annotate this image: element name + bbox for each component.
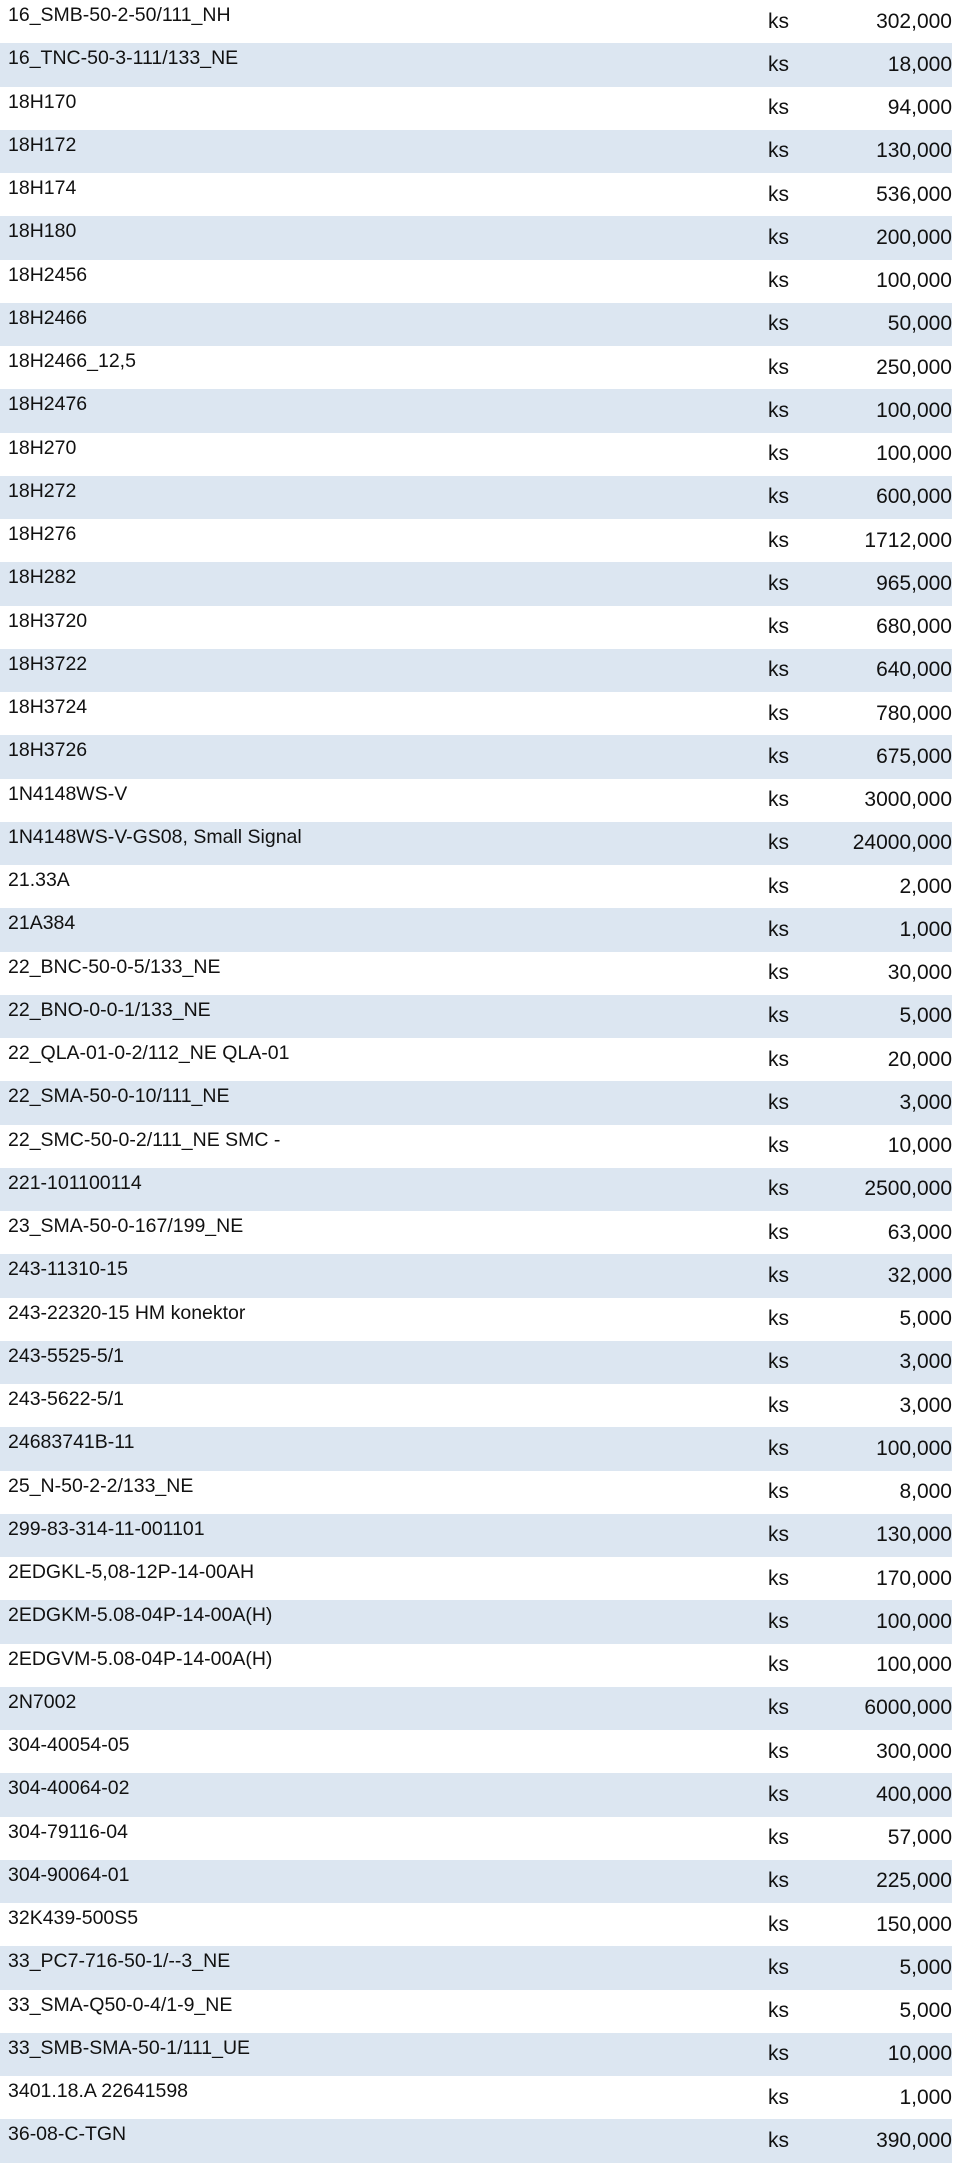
unit-cell: ks xyxy=(768,485,789,509)
unit-cell: ks xyxy=(768,1004,789,1028)
unit-cell: ks xyxy=(768,1480,789,1504)
quantity-cell: 250,000 xyxy=(876,355,952,379)
quantity-cell: 225,000 xyxy=(876,1869,952,1893)
quantity-cell: 130,000 xyxy=(876,139,952,163)
table-row xyxy=(0,822,960,865)
quantity-cell: 5,000 xyxy=(899,1999,952,2023)
table-row xyxy=(0,1903,960,1946)
unit-cell: ks xyxy=(768,874,789,898)
unit-cell: ks xyxy=(768,1955,789,1979)
table-row xyxy=(0,87,960,130)
quantity-cell: 5,000 xyxy=(899,1004,952,1028)
quantity-cell: 50,000 xyxy=(887,312,952,336)
unit-cell: ks xyxy=(768,1782,789,1806)
unit-cell: ks xyxy=(768,398,789,422)
item-code-cell: 16_SMB-50-2-50/111_NH xyxy=(8,4,231,26)
unit-cell: ks xyxy=(768,1566,789,1590)
item-code-cell: 1N4148WS-V xyxy=(8,782,128,805)
table-row xyxy=(0,303,960,346)
unit-cell: ks xyxy=(768,744,789,768)
table-row xyxy=(0,0,960,43)
unit-cell: ks xyxy=(768,1609,789,1633)
quantity-cell: 170,000 xyxy=(876,1566,952,1590)
unit-cell: ks xyxy=(768,269,789,293)
unit-cell: ks xyxy=(768,442,789,466)
item-code-cell: 18H172 xyxy=(8,133,77,156)
unit-cell: ks xyxy=(768,96,789,120)
unit-cell: ks xyxy=(768,831,789,855)
unit-cell: ks xyxy=(768,1307,789,1331)
quantity-cell: 100,000 xyxy=(876,442,952,466)
quantity-cell: 32,000 xyxy=(887,1263,952,1287)
item-code-cell: 21.33A xyxy=(8,869,70,891)
table-row xyxy=(0,1038,960,1081)
quantity-cell: 675,000 xyxy=(876,744,952,768)
table-row xyxy=(0,1817,960,1860)
item-code-cell: 221-101100114 xyxy=(8,1171,142,1194)
table-row xyxy=(0,562,960,605)
item-code-cell: 21A384 xyxy=(8,912,76,935)
unit-cell: ks xyxy=(768,1653,789,1677)
quantity-cell: 10,000 xyxy=(887,2042,952,2066)
quantity-cell: 20,000 xyxy=(887,1047,952,1071)
item-code-cell: 18H2466 xyxy=(8,306,88,329)
table-row xyxy=(0,519,960,562)
quantity-cell: 1,000 xyxy=(899,2085,952,2109)
quantity-cell: 3,000 xyxy=(899,1350,952,1374)
unit-cell: ks xyxy=(768,1090,789,1114)
unit-cell: ks xyxy=(768,788,789,812)
item-code-cell: 18H3720 xyxy=(8,609,88,632)
unit-cell: ks xyxy=(768,917,789,941)
item-code-cell: 22_SMA-50-0-10/111_NE xyxy=(8,1085,230,1108)
table-row xyxy=(0,476,960,519)
unit-cell: ks xyxy=(768,571,789,595)
unit-cell: ks xyxy=(768,2042,789,2066)
item-code-cell: 18H2476 xyxy=(8,393,88,416)
table-row xyxy=(0,908,960,951)
unit-cell: ks xyxy=(768,615,789,639)
quantity-cell: 600,000 xyxy=(876,485,952,509)
unit-cell: ks xyxy=(768,1393,789,1417)
quantity-cell: 3000,000 xyxy=(864,788,952,812)
unit-cell: ks xyxy=(768,1134,789,1158)
table-row xyxy=(0,1298,960,1341)
quantity-cell: 2500,000 xyxy=(864,1177,952,1201)
quantity-cell: 63,000 xyxy=(887,1220,952,1244)
table-row xyxy=(0,1557,960,1600)
item-code-cell: 32K439-500S5 xyxy=(8,1907,139,1929)
table-row xyxy=(0,779,960,822)
unit-cell: ks xyxy=(768,658,789,682)
table-row xyxy=(0,1600,960,1643)
quantity-cell: 640,000 xyxy=(876,658,952,682)
unit-cell: ks xyxy=(768,139,789,163)
item-code-cell: 25_N-50-2-2/133_NE xyxy=(8,1474,194,1497)
table-row xyxy=(0,606,960,649)
quantity-cell: 130,000 xyxy=(876,1523,952,1547)
item-code-cell: 23_SMA-50-0-167/199_NE xyxy=(8,1215,244,1237)
item-code-cell: 22_BNO-0-0-1/133_NE xyxy=(8,998,211,1021)
quantity-cell: 200,000 xyxy=(876,225,952,249)
item-code-cell: 18H2466_12,5 xyxy=(8,350,136,372)
quantity-cell: 5,000 xyxy=(899,1955,952,1979)
quantity-cell: 965,000 xyxy=(876,571,952,595)
table-row xyxy=(0,692,960,735)
unit-cell: ks xyxy=(768,9,789,33)
quantity-cell: 8,000 xyxy=(899,1480,952,1504)
item-code-cell: 2EDGKM-5.08-04P-14-00A(H) xyxy=(8,1604,273,1627)
item-code-cell: 36-08-C-TGN xyxy=(8,2123,127,2146)
unit-cell: ks xyxy=(768,1350,789,1374)
item-code-cell: 3401.18.A 22641598 xyxy=(8,2080,189,2102)
item-code-cell: 18H3724 xyxy=(8,696,88,718)
quantity-cell: 94,000 xyxy=(887,96,952,120)
quantity-cell: 1712,000 xyxy=(864,528,952,552)
unit-cell: ks xyxy=(768,701,789,725)
quantity-cell: 3,000 xyxy=(899,1393,952,1417)
table-row xyxy=(0,649,960,692)
quantity-cell: 536,000 xyxy=(876,182,952,206)
item-code-cell: 24683741B-11 xyxy=(8,1431,135,1454)
table-row xyxy=(0,1687,960,1730)
item-code-cell: 33_SMA-Q50-0-4/1-9_NE xyxy=(8,1993,233,2016)
quantity-cell: 100,000 xyxy=(876,1653,952,1677)
table-row xyxy=(0,1427,960,1470)
item-code-cell: 2EDGKL-5,08-12P-14-00AH xyxy=(8,1561,255,1583)
table-row xyxy=(0,260,960,303)
item-code-cell: 18H174 xyxy=(8,177,77,199)
item-code-cell: 1N4148WS-V-GS08, Small Signal xyxy=(8,825,302,848)
unit-cell: ks xyxy=(768,1696,789,1720)
item-code-cell: 18H3722 xyxy=(8,652,88,675)
quantity-cell: 300,000 xyxy=(876,1739,952,1763)
unit-cell: ks xyxy=(768,225,789,249)
table-row xyxy=(0,173,960,216)
unit-cell: ks xyxy=(768,1869,789,1893)
quantity-cell: 5,000 xyxy=(899,1307,952,1331)
table-row xyxy=(0,433,960,476)
unit-cell: ks xyxy=(768,1436,789,1460)
table-row xyxy=(0,1125,960,1168)
quantity-cell: 30,000 xyxy=(887,961,952,985)
table-row xyxy=(0,1730,960,1773)
table-row xyxy=(0,130,960,173)
unit-cell: ks xyxy=(768,1739,789,1763)
item-code-cell: 16_TNC-50-3-111/133_NE xyxy=(8,47,239,70)
unit-cell: ks xyxy=(768,1826,789,1850)
item-code-cell: 18H170 xyxy=(8,90,77,113)
quantity-cell: 3,000 xyxy=(899,1090,952,1114)
item-code-cell: 18H2456 xyxy=(8,263,88,286)
unit-cell: ks xyxy=(768,961,789,985)
unit-cell: ks xyxy=(768,312,789,336)
unit-cell: ks xyxy=(768,528,789,552)
quantity-cell: 390,000 xyxy=(876,2128,952,2152)
unit-cell: ks xyxy=(768,1047,789,1071)
table-row xyxy=(0,995,960,1038)
item-code-cell: 22_QLA-01-0-2/112_NE QLA-01 xyxy=(8,1042,290,1064)
quantity-cell: 10,000 xyxy=(887,1134,952,1158)
item-code-cell: 33_SMB-SMA-50-1/111_UE xyxy=(8,2036,251,2059)
table-row xyxy=(0,2076,960,2119)
item-code-cell: 18H180 xyxy=(8,220,77,243)
table-row xyxy=(0,1341,960,1384)
item-code-cell: 22_BNC-50-0-5/133_NE xyxy=(8,955,221,978)
table-row xyxy=(0,865,960,908)
quantity-cell: 100,000 xyxy=(876,269,952,293)
item-code-cell: 243-22320-15 HM konektor xyxy=(8,1301,246,1324)
unit-cell: ks xyxy=(768,1523,789,1547)
item-code-cell: 33_PC7-716-50-1/--3_NE xyxy=(8,1950,231,1973)
table-row xyxy=(0,1860,960,1903)
table-row xyxy=(0,1644,960,1687)
item-code-cell: 243-11310-15 xyxy=(8,1258,128,1281)
item-code-cell: 243-5525-5/1 xyxy=(8,1344,125,1367)
table-row xyxy=(0,2033,960,2076)
table-row xyxy=(0,1384,960,1427)
table-row xyxy=(0,1254,960,1297)
item-code-cell: 304-79116-04 xyxy=(8,1820,128,1843)
unit-cell: ks xyxy=(768,1177,789,1201)
quantity-cell: 100,000 xyxy=(876,398,952,422)
quantity-cell: 6000,000 xyxy=(864,1696,952,1720)
table-row xyxy=(0,1168,960,1211)
unit-cell: ks xyxy=(768,52,789,76)
unit-cell: ks xyxy=(768,2128,789,2152)
table-row xyxy=(0,2119,960,2162)
unit-cell: ks xyxy=(768,1912,789,1936)
table-row xyxy=(0,1081,960,1124)
item-code-cell: 18H3726 xyxy=(8,739,88,762)
quantity-cell: 302,000 xyxy=(876,9,952,33)
unit-cell: ks xyxy=(768,182,789,206)
item-code-cell: 18H270 xyxy=(8,436,77,459)
item-code-cell: 304-40054-05 xyxy=(8,1734,130,1756)
item-code-cell: 2EDGVM-5.08-04P-14-00A(H) xyxy=(8,1647,273,1670)
item-code-cell: 243-5622-5/1 xyxy=(8,1388,125,1410)
table-row xyxy=(0,1514,960,1557)
unit-cell: ks xyxy=(768,355,789,379)
table-row xyxy=(0,389,960,432)
table-row xyxy=(0,1990,960,2033)
quantity-cell: 100,000 xyxy=(876,1609,952,1633)
quantity-cell: 1,000 xyxy=(899,917,952,941)
item-code-cell: 18H282 xyxy=(8,566,77,589)
table-row xyxy=(0,216,960,259)
item-code-cell: 18H272 xyxy=(8,479,77,502)
item-code-cell: 299-83-314-11-001101 xyxy=(8,1517,205,1540)
quantity-cell: 780,000 xyxy=(876,701,952,725)
quantity-cell: 150,000 xyxy=(876,1912,952,1936)
quantity-cell: 18,000 xyxy=(887,52,952,76)
quantity-cell: 24000,000 xyxy=(852,831,952,855)
unit-cell: ks xyxy=(768,1220,789,1244)
table-row xyxy=(0,735,960,778)
table-row xyxy=(0,1946,960,1989)
table-row xyxy=(0,1211,960,1254)
item-code-cell: 22_SMC-50-0-2/111_NE SMC - xyxy=(8,1128,281,1151)
quantity-cell: 100,000 xyxy=(876,1436,952,1460)
quantity-cell: 57,000 xyxy=(887,1826,952,1850)
quantity-cell: 2,000 xyxy=(899,874,952,898)
unit-cell: ks xyxy=(768,1999,789,2023)
table-row xyxy=(0,1471,960,1514)
unit-cell: ks xyxy=(768,2085,789,2109)
item-code-cell: 304-40064-02 xyxy=(8,1777,130,1800)
unit-cell: ks xyxy=(768,1263,789,1287)
quantity-cell: 680,000 xyxy=(876,615,952,639)
table-row xyxy=(0,952,960,995)
table-row xyxy=(0,43,960,86)
item-code-cell: 304-90064-01 xyxy=(8,1863,130,1886)
item-code-cell: 2N7002 xyxy=(8,1690,77,1713)
page-edge xyxy=(952,0,960,2163)
quantity-cell: 400,000 xyxy=(876,1782,952,1806)
table-row xyxy=(0,1773,960,1816)
item-code-cell: 18H276 xyxy=(8,523,77,545)
table-row xyxy=(0,346,960,389)
